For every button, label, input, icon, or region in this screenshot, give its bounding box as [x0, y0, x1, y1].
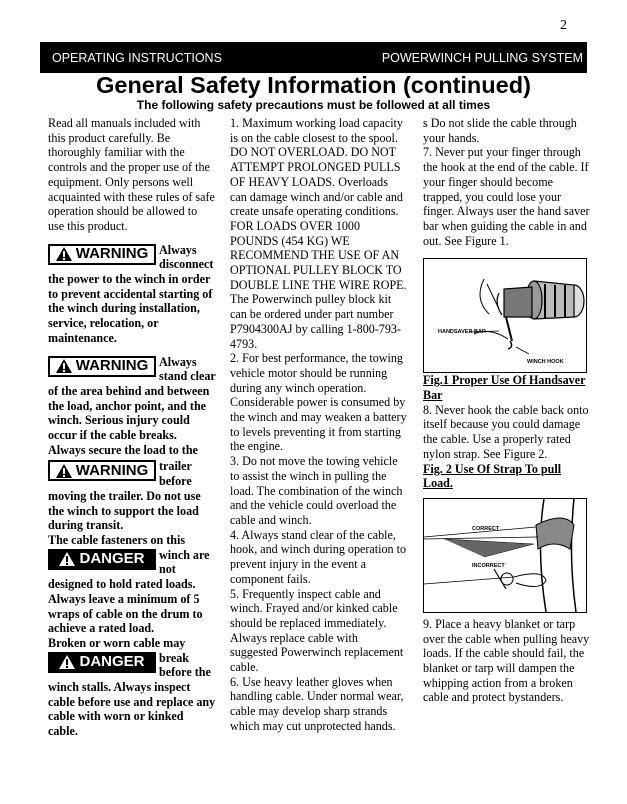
instruction-2: 2. For best performance, the towing vehicle motor should be running during any winch operation. Considerable power is consumed by the winch and may weaken a battery to levels preventing it from starting the engine.: [230, 351, 407, 454]
header-bar: [40, 42, 587, 73]
warning-triangle-icon: [59, 655, 75, 669]
figure-1-caption: Fig.1 Proper Use Of Handsaver Bar: [423, 373, 586, 403]
intro-paragraph: Read all manuals included with this product carefully. Be thoroughly familiar with the controls and the proper use of the equipment. Only persons well acquainted with these rules of safe operation should be allowed to use this product.: [48, 116, 215, 233]
column-1: [48, 116, 216, 739]
strap-illustration: [424, 499, 586, 612]
warning-label: WARNING: [75, 356, 149, 374]
figure-1-handsaver: [423, 258, 587, 373]
danger-text-1: winch are not designed to hold rated loads. Always leave a minimum of 5 wraps of cable on the drum to achieve a rated load.: [48, 547, 210, 636]
warning-text-2: Always stand clear of the area behind and between the load, anchor point, and the winch. Serious injury could occur if the cable breaks. Always secure the load to the: [48, 354, 216, 457]
instruction-8: 8. Never hook the cable back onto itself because you could damage the cable. Use a properly rated nylon strap. See Figure 2.: [423, 402, 589, 461]
fig2-label-correct: CORRECT: [472, 525, 500, 532]
page-number: 2: [560, 18, 567, 33]
warning-text-1: Always disconnect the power to the winch in order to prevent accidental starting of the winch during installation, service, relocation, or maintenance.: [48, 242, 214, 345]
header-right: POWERWINCH PULLING SYSTEM: [381, 50, 583, 65]
warning-label: WARNING: [75, 244, 149, 262]
danger-lead-1: The cable fasteners on this: [48, 532, 186, 547]
warning-triangle-icon: [56, 247, 72, 261]
danger-label: DANGER: [79, 549, 145, 567]
danger-label: DANGER: [79, 652, 145, 670]
danger-lead-2: Broken or worn cable may: [48, 635, 186, 650]
column-3: [423, 116, 591, 705]
instruction-1: 1. Maximum working load capacity is on the cable closest to the spool. DO NOT OVERLOAD. DO NOT ATTEMPT PROLONGED PULLS OF HEAVY LOADS. Overloads can damage winch and/or cable and create unsafe operating conditions. FOR LOADS OVER 1000 POUNDS (454 KG) WE RECOMMEND THE USE OF AN OPTIONAL PULLEY BLOCK TO DOUBLE LINE THE WIRE ROPE. The Powerwinch pulley block kit can be ordered under part number P7904300AJ by calling 1-800-793-4793.: [230, 116, 407, 351]
fig1-label-hook: WINCH HOOK: [527, 359, 564, 366]
instruction-9: 9. Place a heavy blanket or tarp over the cable when pulling heavy loads. If the cable should fail, the blanket or tarp will dampen the whipping action from a broken cable and protect bystanders.: [423, 616, 590, 705]
page-subtitle: The following safety precautions must be followed at all times: [136, 98, 491, 112]
warning-triangle-icon: [56, 464, 72, 478]
danger-text-2: break before the winch stalls. Always inspect cable before use and replace any cable with worn or kinked cable.: [48, 650, 216, 739]
instruction-6-continued: s Do not slide the cable through your hands.: [423, 116, 577, 145]
instruction-3: 3. Do not move the towing vehicle to assist the winch in pulling the load. The combination of the winch and the vehicle could overload the cable and winch.: [230, 454, 403, 527]
instruction-4: 4. Always stand clear of the cable, hook, and winch during operation to prevent injury in the event a component fails.: [230, 527, 406, 586]
fig2-label-incorrect: INCORRECT: [472, 562, 505, 569]
warning-badge: [48, 356, 156, 377]
danger-badge: [48, 549, 156, 570]
figure-2-strap: [423, 498, 587, 613]
warning-triangle-icon: [56, 359, 72, 373]
column-2: [230, 116, 407, 734]
instruction-7: 7. Never put your finger through the hook at the end of the cable. If your finger should become trapped, you could lose your finger. Always user the hand saver bar when guiding the cable in and out. See Figure 1.: [423, 145, 590, 248]
page-title: General Safety Information (continued): [96, 72, 531, 98]
figure-2-caption: Fig. 2 Use Of Strap To pull Load.: [423, 461, 562, 491]
warning-badge: [48, 244, 156, 265]
fig1-label-handsaver: HANDSAVER BAR: [438, 329, 486, 336]
danger-badge: [48, 652, 156, 673]
header-left: OPERATING INSTRUCTIONS: [52, 50, 222, 65]
warning-triangle-icon: [59, 552, 75, 566]
instruction-5: 5. Frequently inspect cable and winch. Frayed and/or kinked cable should be replaced immediately. Always replace cable with suggested Powerwinch replacement cable.: [230, 586, 404, 675]
warning-label: WARNING: [75, 461, 149, 479]
instruction-6: 6. Use heavy leather gloves when handling cable. Under normal wear, cable may develop sharp strands which may cut unprotected hands.: [230, 674, 404, 733]
warning-badge: [48, 460, 156, 481]
warning-text-3: trailer before moving the trailer. Do not use the winch to support the load during transit.: [48, 459, 201, 533]
